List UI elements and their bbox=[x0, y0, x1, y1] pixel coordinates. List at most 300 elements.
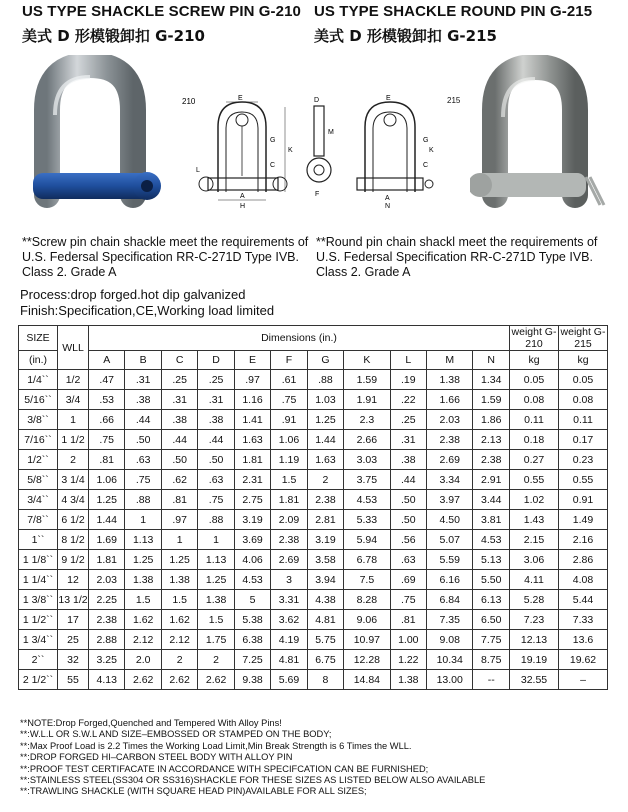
table-cell: 1.38 bbox=[427, 370, 473, 390]
table-cell: 4.19 bbox=[271, 630, 307, 650]
table-cell: 0.08 bbox=[510, 390, 559, 410]
table-cell: .81 bbox=[89, 450, 125, 470]
table-cell: 5.13 bbox=[473, 550, 510, 570]
table-cell: 1.91 bbox=[344, 390, 390, 410]
table-cell: 0.18 bbox=[510, 430, 559, 450]
table-cell: 8 bbox=[307, 670, 343, 690]
table-cell: 1.19 bbox=[271, 450, 307, 470]
table-row bbox=[19, 590, 608, 610]
table-cell: 32.55 bbox=[510, 670, 559, 690]
table-cell: 5/8`` bbox=[19, 470, 58, 490]
table-cell: 1.38 bbox=[390, 670, 426, 690]
table-cell: 4.53 bbox=[344, 490, 390, 510]
table-cell: 0.91 bbox=[559, 490, 608, 510]
table-cell: .25 bbox=[198, 370, 234, 390]
table-cell: 1.38 bbox=[125, 570, 161, 590]
table-cell: 8 1/2 bbox=[58, 530, 89, 550]
dim-column-header: D bbox=[198, 351, 234, 370]
wll-header: WLL bbox=[58, 326, 89, 370]
table-row bbox=[19, 570, 608, 590]
table-cell: 2.09 bbox=[271, 510, 307, 530]
table-cell: 7.75 bbox=[473, 630, 510, 650]
table-cell: 1.66 bbox=[427, 390, 473, 410]
weight-210-header: weight G-210 bbox=[510, 326, 559, 351]
table-cell: .25 bbox=[390, 410, 426, 430]
table-cell: 1 1/8`` bbox=[19, 550, 58, 570]
table-cell: 0.11 bbox=[510, 410, 559, 430]
table-cell: 12.13 bbox=[510, 630, 559, 650]
round-pin-shackle-drawing bbox=[345, 92, 465, 210]
table-cell: 1.44 bbox=[307, 430, 343, 450]
table-cell: 1.34 bbox=[473, 370, 510, 390]
table-cell: 1.00 bbox=[390, 630, 426, 650]
footnote-line: **:DROP FORGED HI–CARBON STEEL BODY WITH ALLOY PIN bbox=[20, 752, 293, 763]
dim-column-header: F bbox=[271, 351, 307, 370]
table-cell: 1 bbox=[58, 410, 89, 430]
table-cell: 6.78 bbox=[344, 550, 390, 570]
table-cell: 1 bbox=[161, 530, 197, 550]
table-cell: 10.97 bbox=[344, 630, 390, 650]
table-cell: 5.38 bbox=[234, 610, 270, 630]
table-cell: 1 bbox=[125, 510, 161, 530]
table-cell: 2.16 bbox=[559, 530, 608, 550]
table-cell: 3.34 bbox=[427, 470, 473, 490]
table-cell: .75 bbox=[89, 430, 125, 450]
table-cell: 1.5 bbox=[198, 610, 234, 630]
table-cell: .50 bbox=[161, 450, 197, 470]
table-cell: .88 bbox=[198, 510, 234, 530]
table-row bbox=[19, 510, 608, 530]
table-cell: .38 bbox=[161, 410, 197, 430]
table-cell: 3.94 bbox=[307, 570, 343, 590]
table-cell: 3.19 bbox=[234, 510, 270, 530]
table-cell: 2.03 bbox=[427, 410, 473, 430]
table-cell: .19 bbox=[390, 370, 426, 390]
table-cell: 3.03 bbox=[344, 450, 390, 470]
table-row bbox=[19, 410, 608, 430]
dim-column-header: M bbox=[427, 351, 473, 370]
table-cell: 6 1/2 bbox=[58, 510, 89, 530]
table-row bbox=[19, 670, 608, 690]
table-cell: 12.28 bbox=[344, 650, 390, 670]
table-cell: .88 bbox=[125, 490, 161, 510]
table-cell: 1.03 bbox=[307, 390, 343, 410]
table-row bbox=[19, 550, 608, 570]
table-cell: 6.84 bbox=[427, 590, 473, 610]
left-title: US TYPE SHACKLE SCREW PIN G-210 bbox=[22, 3, 301, 20]
table-cell: .50 bbox=[390, 490, 426, 510]
table-cell: 0.17 bbox=[559, 430, 608, 450]
table-cell: 1/4`` bbox=[19, 370, 58, 390]
table-cell: 1.16 bbox=[234, 390, 270, 410]
table-cell: 2.75 bbox=[234, 490, 270, 510]
table-cell: 4.11 bbox=[510, 570, 559, 590]
table-cell: 2 bbox=[307, 470, 343, 490]
svg-text:C: C bbox=[423, 162, 429, 169]
table-cell: .75 bbox=[390, 590, 426, 610]
table-cell: 2.12 bbox=[161, 630, 197, 650]
right-drawing-label: 215 bbox=[447, 96, 461, 105]
table-cell: 4.81 bbox=[271, 650, 307, 670]
table-cell: 1`` bbox=[19, 530, 58, 550]
table-cell: 1 bbox=[198, 530, 234, 550]
table-cell: 2.81 bbox=[307, 510, 343, 530]
table-cell: 5.07 bbox=[427, 530, 473, 550]
table-cell: 2.15 bbox=[510, 530, 559, 550]
table-cell: 5.75 bbox=[307, 630, 343, 650]
weight-215-header: weight G-215 bbox=[559, 326, 608, 351]
svg-text:K: K bbox=[429, 147, 434, 154]
table-cell: 5.59 bbox=[427, 550, 473, 570]
table-cell: 1 3/8`` bbox=[19, 590, 58, 610]
table-cell: 4.81 bbox=[307, 610, 343, 630]
table-cell: 2.38 bbox=[271, 530, 307, 550]
svg-text:G: G bbox=[423, 137, 429, 144]
table-cell: .38 bbox=[390, 450, 426, 470]
table-cell: 5/16`` bbox=[19, 390, 58, 410]
svg-text:H: H bbox=[240, 203, 246, 210]
table-cell: .50 bbox=[125, 430, 161, 450]
table-row bbox=[19, 390, 608, 410]
table-cell: .38 bbox=[198, 410, 234, 430]
table-cell: 3.69 bbox=[234, 530, 270, 550]
table-cell: 0.55 bbox=[510, 470, 559, 490]
table-cell: 3.31 bbox=[271, 590, 307, 610]
table-cell: 1.62 bbox=[125, 610, 161, 630]
table-cell: 2.3 bbox=[344, 410, 390, 430]
table-cell: .44 bbox=[125, 410, 161, 430]
table-cell: 1.25 bbox=[125, 550, 161, 570]
table-cell: 4.53 bbox=[234, 570, 270, 590]
svg-text:G: G bbox=[270, 137, 276, 144]
table-cell: 1.25 bbox=[307, 410, 343, 430]
table-cell: 10.34 bbox=[427, 650, 473, 670]
table-cell: 32 bbox=[58, 650, 89, 670]
table-cell: 6.75 bbox=[307, 650, 343, 670]
dim-column-header: B bbox=[125, 351, 161, 370]
dim-column-header: N bbox=[473, 351, 510, 370]
left-subtitle: 美式 D 形模锻卸扣 G-210 bbox=[22, 27, 205, 45]
table-cell: 2 bbox=[58, 450, 89, 470]
svg-text:E: E bbox=[386, 95, 391, 102]
table-cell: 3.06 bbox=[510, 550, 559, 570]
table-cell: 3/8`` bbox=[19, 410, 58, 430]
spec-table bbox=[18, 325, 608, 690]
table-cell: 4.50 bbox=[427, 510, 473, 530]
table-cell: 1.06 bbox=[89, 470, 125, 490]
table-cell: 2.31 bbox=[234, 470, 270, 490]
table-cell: 3.44 bbox=[473, 490, 510, 510]
svg-text:A: A bbox=[240, 193, 245, 200]
round-pin-shackle-photo bbox=[470, 55, 615, 220]
dim-column-header: E bbox=[234, 351, 270, 370]
table-cell: 2.38 bbox=[89, 610, 125, 630]
footnote-line: **:Max Proof Load is 2.2 Times the Working Load Limit,Min Break Strength is 6 Times the WLL. bbox=[20, 740, 412, 751]
table-cell: 2 bbox=[198, 650, 234, 670]
table-cell: .63 bbox=[198, 470, 234, 490]
table-cell: 13.00 bbox=[427, 670, 473, 690]
table-cell: 19.62 bbox=[559, 650, 608, 670]
table-cell: 7/8`` bbox=[19, 510, 58, 530]
table-cell: 2.62 bbox=[198, 670, 234, 690]
pin-side-drawing bbox=[300, 92, 340, 210]
table-cell: 4.06 bbox=[234, 550, 270, 570]
table-cell: .31 bbox=[198, 390, 234, 410]
table-cell: 1.62 bbox=[161, 610, 197, 630]
svg-text:K: K bbox=[288, 147, 293, 154]
table-cell: 17 bbox=[58, 610, 89, 630]
kg-unit-header: kg bbox=[559, 351, 608, 370]
table-cell: 1.75 bbox=[198, 630, 234, 650]
table-cell: 9.06 bbox=[344, 610, 390, 630]
table-cell: 1.5 bbox=[125, 590, 161, 610]
table-cell: 9 1/2 bbox=[58, 550, 89, 570]
table-cell: 2.91 bbox=[473, 470, 510, 490]
table-cell: 1.49 bbox=[559, 510, 608, 530]
table-cell: .44 bbox=[390, 470, 426, 490]
table-cell: 1.22 bbox=[390, 650, 426, 670]
dim-column-header: K bbox=[344, 351, 390, 370]
svg-text:D: D bbox=[314, 97, 320, 104]
table-cell: 1.41 bbox=[234, 410, 270, 430]
table-cell: 0.55 bbox=[559, 470, 608, 490]
table-cell: .62 bbox=[161, 470, 197, 490]
table-row bbox=[19, 650, 608, 670]
svg-text:C: C bbox=[270, 162, 276, 169]
table-cell: 19.19 bbox=[510, 650, 559, 670]
dimensions-header: Dimensions (in.) bbox=[89, 326, 510, 351]
table-cell: .75 bbox=[271, 390, 307, 410]
table-cell: 6.16 bbox=[427, 570, 473, 590]
table-cell: 2 1/2`` bbox=[19, 670, 58, 690]
right-subtitle: 美式 D 形模锻卸扣 G-215 bbox=[314, 27, 497, 45]
footnote-line: **:STAINLESS STEEL(SS304 OR SS316)SHACKLE FOR THESE SIZES AS LISTED BELOW ALSO AVAILABLE bbox=[20, 775, 486, 786]
footnote-line: **:PROOF TEST CERTIFACATE IN ACCORDANCE WITH SPECIFCATION CAN BE FURNISHED; bbox=[20, 763, 429, 774]
table-cell: .81 bbox=[390, 610, 426, 630]
table-cell: .44 bbox=[161, 430, 197, 450]
table-cell: 1.5 bbox=[271, 470, 307, 490]
table-cell: 1.13 bbox=[198, 550, 234, 570]
dim-column-header: C bbox=[161, 351, 197, 370]
table-cell: .50 bbox=[390, 510, 426, 530]
table-cell: 2.03 bbox=[89, 570, 125, 590]
svg-text:A: A bbox=[385, 195, 390, 202]
table-cell: 1.59 bbox=[473, 390, 510, 410]
table-cell: 0.11 bbox=[559, 410, 608, 430]
table-cell: 1.13 bbox=[125, 530, 161, 550]
table-cell: 1 1/4`` bbox=[19, 570, 58, 590]
table-cell: 5.94 bbox=[344, 530, 390, 550]
table-row bbox=[19, 470, 608, 490]
table-cell: – bbox=[559, 670, 608, 690]
table-cell: 2.69 bbox=[271, 550, 307, 570]
table-cell: .56 bbox=[390, 530, 426, 550]
table-row bbox=[19, 450, 608, 470]
table-cell: 12 bbox=[58, 570, 89, 590]
table-cell: .63 bbox=[390, 550, 426, 570]
table-cell: 5.28 bbox=[510, 590, 559, 610]
table-cell: 1.86 bbox=[473, 410, 510, 430]
table-cell: 5.69 bbox=[271, 670, 307, 690]
table-cell: 7/16`` bbox=[19, 430, 58, 450]
table-cell: .47 bbox=[89, 370, 125, 390]
table-cell: 1.43 bbox=[510, 510, 559, 530]
table-cell: 1.25 bbox=[89, 490, 125, 510]
table-cell: 2.62 bbox=[161, 670, 197, 690]
table-cell: 2.38 bbox=[473, 450, 510, 470]
table-cell: 55 bbox=[58, 670, 89, 690]
size-header: SIZE bbox=[19, 326, 58, 351]
table-cell: .31 bbox=[161, 390, 197, 410]
table-cell: 3.25 bbox=[89, 650, 125, 670]
table-cell: 1.38 bbox=[161, 570, 197, 590]
table-cell: 3.19 bbox=[307, 530, 343, 550]
table-cell: .22 bbox=[390, 390, 426, 410]
table-cell: 4.13 bbox=[89, 670, 125, 690]
table-cell: 5.33 bbox=[344, 510, 390, 530]
svg-text:M: M bbox=[328, 129, 334, 136]
table-cell: 1.38 bbox=[198, 590, 234, 610]
footnote-line: **:TRAWLING SHACKLE (WITH SQUARE HEAD PIN)AVAILABLE FOR ALL SIZES; bbox=[20, 786, 367, 797]
table-cell: 1 1/2 bbox=[58, 430, 89, 450]
table-cell: 3.81 bbox=[473, 510, 510, 530]
table-row bbox=[19, 370, 608, 390]
table-row bbox=[19, 490, 608, 510]
table-cell: 1.81 bbox=[89, 550, 125, 570]
table-cell: 2`` bbox=[19, 650, 58, 670]
table-cell: 1 1/2`` bbox=[19, 610, 58, 630]
table-cell: 14.84 bbox=[344, 670, 390, 690]
table-cell: 0.05 bbox=[510, 370, 559, 390]
table-cell: 3.58 bbox=[307, 550, 343, 570]
table-cell: .97 bbox=[234, 370, 270, 390]
table-cell: 3/4`` bbox=[19, 490, 58, 510]
table-cell: 0.08 bbox=[559, 390, 608, 410]
table-cell: .97 bbox=[161, 510, 197, 530]
table-cell: 1.69 bbox=[89, 530, 125, 550]
table-cell: 5.50 bbox=[473, 570, 510, 590]
table-cell: .53 bbox=[89, 390, 125, 410]
table-row bbox=[19, 630, 608, 650]
table-row bbox=[19, 430, 608, 450]
table-cell: 0.27 bbox=[510, 450, 559, 470]
table-cell: 4.38 bbox=[307, 590, 343, 610]
right-title: US TYPE SHACKLE ROUND PIN G-215 bbox=[314, 3, 593, 20]
table-cell: 2 bbox=[161, 650, 197, 670]
table-cell: 1.81 bbox=[271, 490, 307, 510]
process-line: Process:drop forged.hot dip galvanized bbox=[20, 287, 246, 302]
table-cell: 7.33 bbox=[559, 610, 608, 630]
table-cell: .63 bbox=[125, 450, 161, 470]
table-cell: 1.63 bbox=[234, 430, 270, 450]
svg-text:N: N bbox=[385, 203, 391, 210]
table-cell: 4 3/4 bbox=[58, 490, 89, 510]
table-cell: 3.75 bbox=[344, 470, 390, 490]
table-cell: 5 bbox=[234, 590, 270, 610]
table-cell: .50 bbox=[198, 450, 234, 470]
table-cell: 1.25 bbox=[198, 570, 234, 590]
table-cell: 8.75 bbox=[473, 650, 510, 670]
right-note: **Round pin chain shackl meet the requirements of U.S. Federsal Specification RR-C-271D Type IVB. Class 2. Grade A bbox=[316, 235, 598, 279]
table-cell: .31 bbox=[125, 370, 161, 390]
table-cell: 1.63 bbox=[307, 450, 343, 470]
table-cell: 3.62 bbox=[271, 610, 307, 630]
table-cell: 2.69 bbox=[427, 450, 473, 470]
table-cell: 2.13 bbox=[473, 430, 510, 450]
table-cell: 1.44 bbox=[89, 510, 125, 530]
table-cell: 7.25 bbox=[234, 650, 270, 670]
dim-column-header: G bbox=[307, 351, 343, 370]
table-cell: .61 bbox=[271, 370, 307, 390]
table-cell: 4.08 bbox=[559, 570, 608, 590]
table-cell: 8.28 bbox=[344, 590, 390, 610]
table-cell: 3.97 bbox=[427, 490, 473, 510]
table-cell: 1/2`` bbox=[19, 450, 58, 470]
table-cell: 3 bbox=[271, 570, 307, 590]
table-cell: .75 bbox=[198, 490, 234, 510]
table-cell: 2.66 bbox=[344, 430, 390, 450]
table-cell: 2.62 bbox=[125, 670, 161, 690]
table-cell: 25 bbox=[58, 630, 89, 650]
table-cell: .44 bbox=[198, 430, 234, 450]
dim-column-header: A bbox=[89, 351, 125, 370]
table-cell: .66 bbox=[89, 410, 125, 430]
size-unit-header: (in.) bbox=[19, 351, 58, 370]
table-cell: 2.12 bbox=[125, 630, 161, 650]
table-cell: .38 bbox=[125, 390, 161, 410]
table-cell: 3 1/4 bbox=[58, 470, 89, 490]
table-cell: .81 bbox=[161, 490, 197, 510]
svg-text:L: L bbox=[196, 167, 200, 174]
table-cell: 2.88 bbox=[89, 630, 125, 650]
table-cell: 1.25 bbox=[161, 550, 197, 570]
table-cell: 2.38 bbox=[307, 490, 343, 510]
table-cell: 2.25 bbox=[89, 590, 125, 610]
screw-pin-shackle-drawing bbox=[180, 92, 305, 210]
table-cell: 6.38 bbox=[234, 630, 270, 650]
table-cell: .69 bbox=[390, 570, 426, 590]
left-note: **Screw pin chain shackle meet the requirements of U.S. Federsal Specification RR-C-271D Type IVB. Class 2. Grade A bbox=[22, 235, 309, 279]
table-cell: 0.23 bbox=[559, 450, 608, 470]
table-cell: 13.6 bbox=[559, 630, 608, 650]
table-cell: -- bbox=[473, 670, 510, 690]
table-cell: .88 bbox=[307, 370, 343, 390]
table-cell: 4.53 bbox=[473, 530, 510, 550]
table-cell: 1 3/4`` bbox=[19, 630, 58, 650]
svg-text:210: 210 bbox=[182, 97, 196, 106]
table-cell: 1.06 bbox=[271, 430, 307, 450]
table-cell: .75 bbox=[125, 470, 161, 490]
table-cell: 2.86 bbox=[559, 550, 608, 570]
svg-text:F: F bbox=[315, 191, 320, 198]
table-cell: .31 bbox=[390, 430, 426, 450]
table-cell: 2.38 bbox=[427, 430, 473, 450]
table-row bbox=[19, 610, 608, 630]
table-cell: 6.50 bbox=[473, 610, 510, 630]
screw-pin-shackle-photo bbox=[25, 55, 165, 215]
footnotes bbox=[20, 718, 485, 798]
svg-text:E: E bbox=[238, 95, 243, 102]
footnote-line: **NOTE:Drop Forged,Quenched and Tempered With Alloy Pins! bbox=[20, 718, 282, 728]
table-cell: 1.5 bbox=[161, 590, 197, 610]
table-cell: 7.5 bbox=[344, 570, 390, 590]
table-cell: 1.59 bbox=[344, 370, 390, 390]
table-cell: 1/2 bbox=[58, 370, 89, 390]
table-cell: 5.44 bbox=[559, 590, 608, 610]
finish-line: Finish:Specification,CE,Working load limited bbox=[20, 303, 275, 318]
table-row bbox=[19, 530, 608, 550]
table-cell: 7.35 bbox=[427, 610, 473, 630]
